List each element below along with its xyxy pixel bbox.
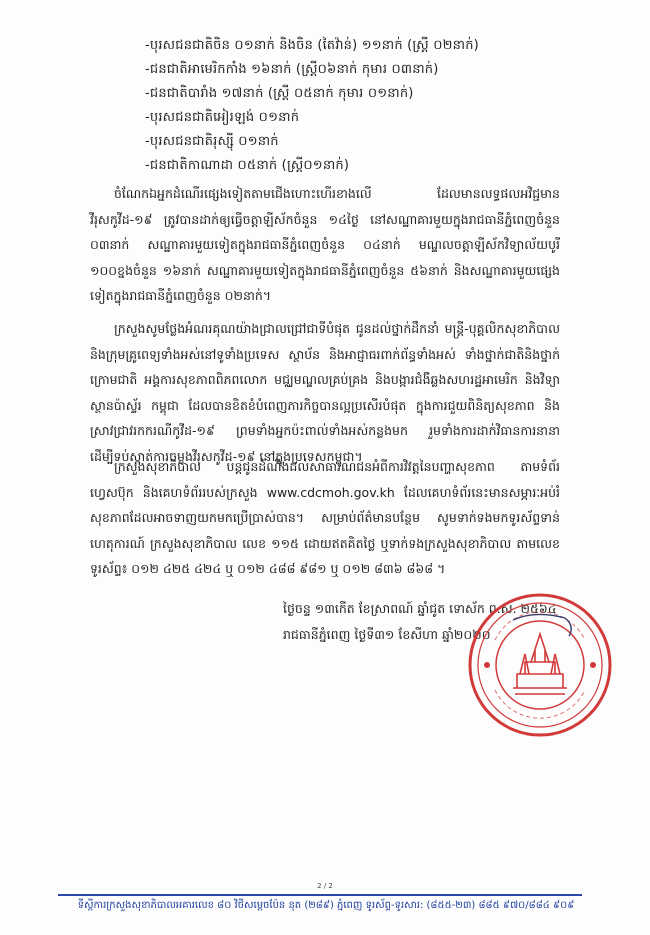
paragraph-text: ក្រសួងសុខាភិបាល បន្តជូនដំណឹងដល់សាធារណជនអំពីការវិវត្តនៃបញ្ហាសុខភាព តាមទំព័រហ្វេសប៊ុក និងគេហទំព័ររបស់ក្រសួង www.cdcmoh.gov.kh ដែលគេហទំព័រនេះមានសម្ភារៈអប់រំសុខភាពដែលអាចទាញយកមកប្រើប្រាស់បាន។ សម្រាប់ព័ត៌មានបន្ថែម សូមទាក់ទងមកទូរស័ព្ទទាន់ហេតុការណ៍ ក្រសួងសុខាភិបាល លេខ ១១៥ ដោយឥតគិតថ្លៃ ឬទាក់ទងក្រសួងសុខាភិបាល តាមលេខទូរស័ព្ទ៖ ០១២ ៤២៥ ៤២៤ ឬ ០១២ ៤៨៨ ៩៨១ ឬ ០១២ ៨៣៦ ៨៦៨ ។ — [90, 459, 560, 576]
gratitude-paragraph — [90, 316, 560, 469]
solar-date: រាជធានីភ្នំពេញ ថ្ងៃទី៣១ ខែសីហា ឆ្នាំ២០២០ — [283, 627, 491, 642]
nationality-list — [145, 34, 605, 178]
page-number: 2 / 2 — [317, 882, 333, 890]
list-item: -បុរសជនជាតិអៀរឡង់ ០១នាក់ — [145, 110, 300, 125]
ministry-seal-icon — [465, 590, 615, 740]
lunar-date: ថ្ងៃចន្ទ ១៣កើត ខែស្រាពណ៍ ឆ្នាំជូត ទោស័ក ព.ស. ២៥៦៤ — [283, 601, 557, 616]
footer-address: ទីស្តីការក្រសួងសុខាភិបាលអគារលេខ ៨០ វិថីសម្តេចប៉ែន នុត (២៨៩) ភ្នំពេញ ទូរស័ព្ទ-ទូរសារ: (៨៥៥-២៣) ៨៨៥ ៩៧០/៨៨៤ ៩០៩ — [77, 900, 575, 911]
quarantine-paragraph — [90, 181, 560, 309]
paragraph-text: ចំណែកឯអ្នកដំណើរផ្សេងទៀតតាមជើងហោះហើរខាងលើ ដែលមានលទ្ធផលអវិជ្ជមានវីរុសកូវីដ-១៩ ត្រូវបានដាក់ឲ្យធ្វើចត្តាឡីស័កចំនួន ១៤ថ្ងៃ នៅសណ្ឋាគារមួយក្នុងរាជធានីភ្នំពេញចំនួន ០៣នាក់ សណ្ឋាគារមួយទៀតក្នុងរាជធានីភ្នំពេញចំនួន ០៤នាក់ មណ្ឌលចត្តាឡីស័កវិទ្យាល័យបូរី ១០០ខ្នងចំនួន ១៦នាក់ សណ្ឋាគារមួយទៀតក្នុងរាជធានីភ្នំពេញចំនួន ៥៦នាក់ និងសណ្ឋាគារមួយផ្សេងទៀតក្នុងរាជធានីភ្នំពេញចំនួន ០២នាក់។ — [90, 186, 560, 303]
contact-paragraph — [90, 454, 560, 582]
paragraph-text: ក្រសួងសូមថ្លែងអំណរគុណយ៉ាងជ្រាលជ្រៅជាទីបំផុត ជូនដល់ថ្នាក់ដឹកនាំ មន្ត្រី-បុគ្គលិកសុខាភិបាល និងក្រុមគ្រូពេទ្យទាំងអស់នៅទូទាំងប្រទេស ស្ថាប័ន និងអាជ្ញាធរពាក់ព័ន្ធទាំងអស់ ទាំងថ្នាក់ជាតិនិងថ្នាក់ក្រោមជាតិ អង្គការសុខភាពពិភពលោក មជ្ឈមណ្ឌលគ្រប់គ្រង និងបង្ការជំងឺឆ្លងសហរដ្ឋអាមេរិក និងវិទ្យាស្ថានប៉ាស្ទ័រ កម្ពុជា ដែលបានខិតខំបំពេញភារកិច្ចបានល្អប្រសើរបំផុត ក្នុងការជួយពិនិត្យសុខភាព និងស្រាវជ្រាវរកករណីកូវីដ-១៩ ព្រមទាំងអ្នកប៉ះពាល់ទាំងអស់កន្លងមក រួមទាំងការដាក់វិធានការនានាដើម្បីទប់ស្កាត់ការចម្លងវីរុសកូវីដ-១៩ នៅក្នុងប្រទេសកម្ពុជា។ — [90, 321, 560, 464]
list-item: -បុរសជនជាតិរុស្ស៊ី ០១នាក់ — [145, 134, 279, 149]
list-item: -ជនជាតិអាមេរិកកាំង ១៦នាក់ (ស្ត្រី០៦នាក់ កុមារ ០៣នាក់) — [145, 62, 439, 77]
list-item: -ជនជាតិបារាំង ១៧នាក់ (ស្ត្រី ០៥នាក់ កុមារ ០១នាក់) — [145, 86, 414, 101]
list-item: -ជនជាតិកាណាដា ០៥នាក់ (ស្ត្រី០១នាក់) — [145, 158, 350, 173]
footer-divider — [58, 894, 582, 896]
list-item: -បុរសជនជាតិចិន ០១នាក់ និងចិន (តៃវ៉ាន់) ១១នាក់ (ស្ត្រី ០២នាក់) — [145, 38, 479, 53]
